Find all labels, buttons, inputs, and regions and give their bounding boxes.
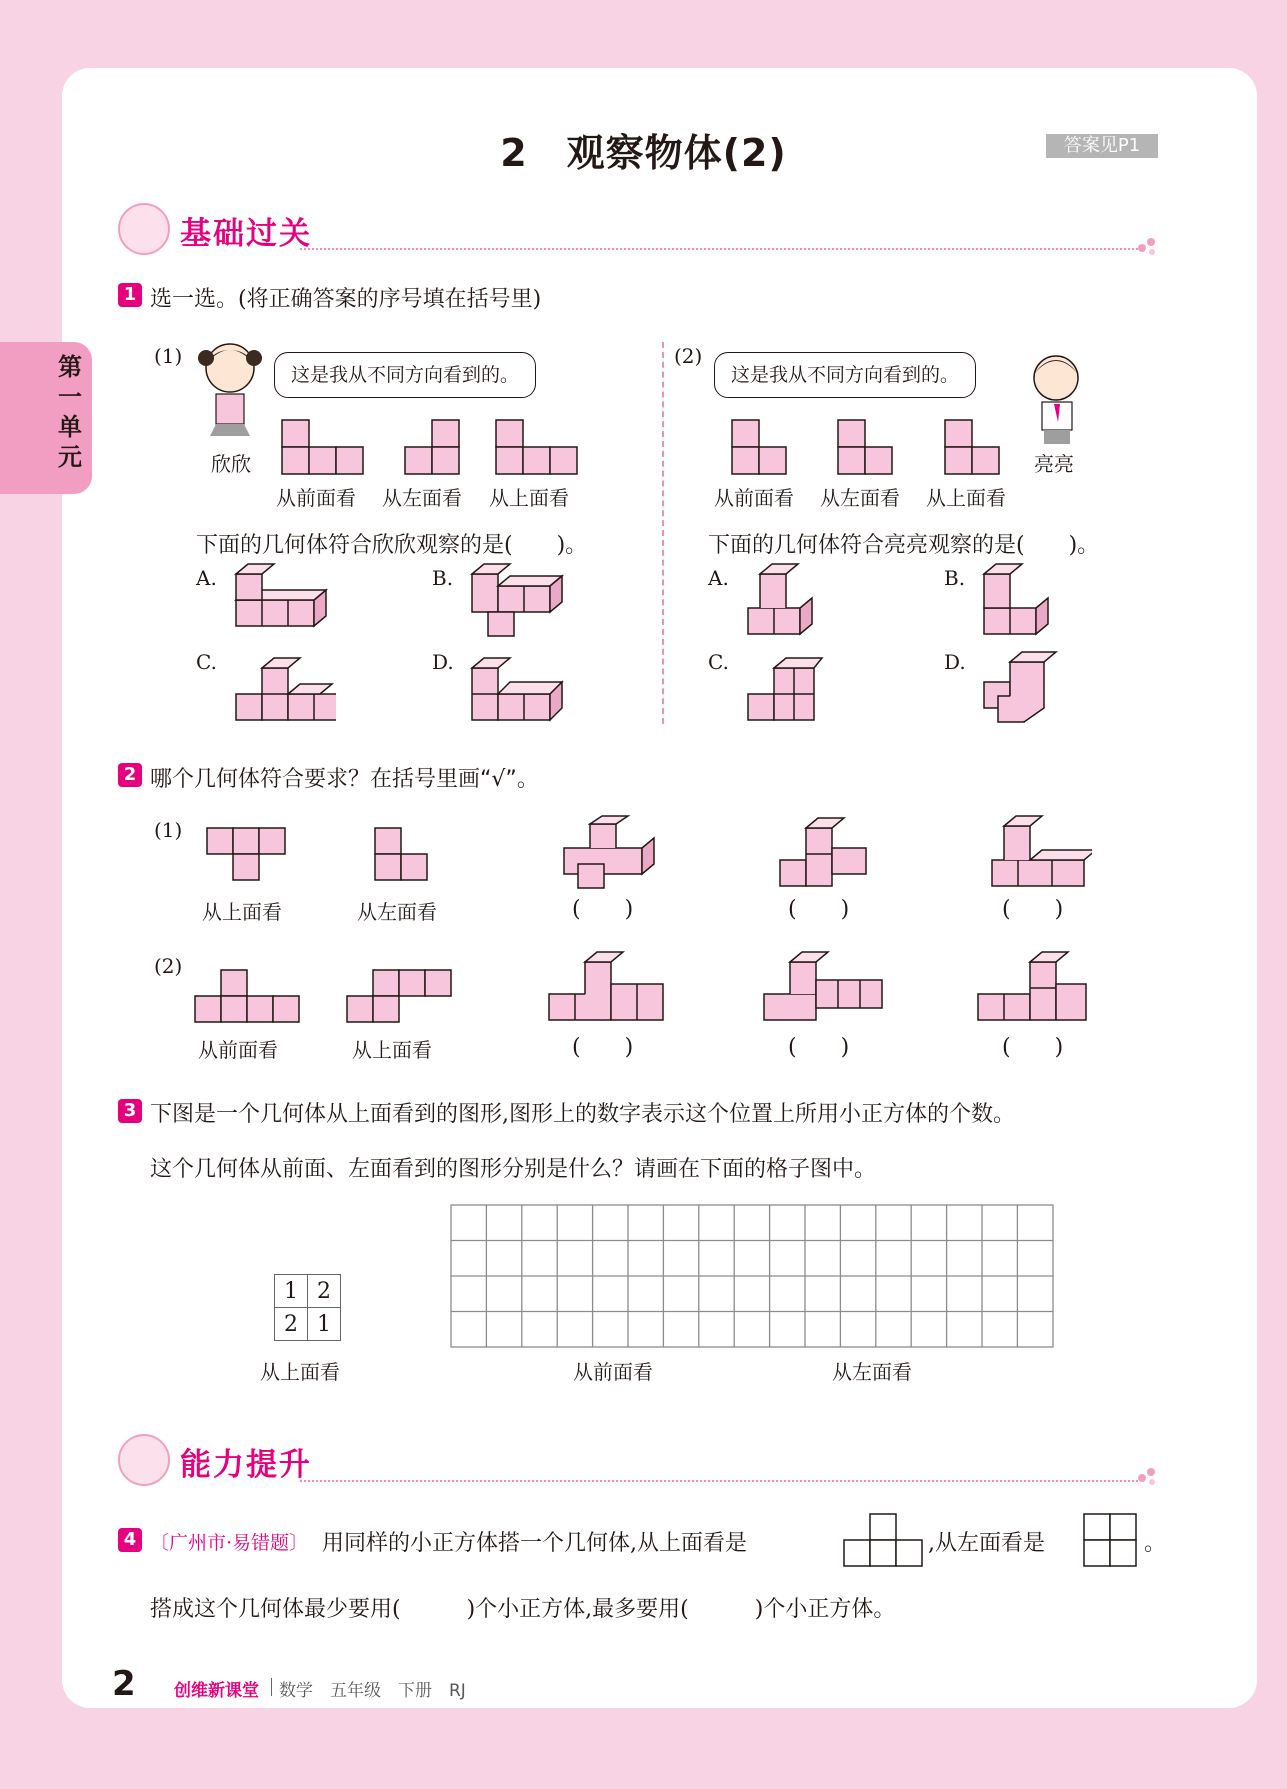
q4-line2: 搭成这个几何体最少要用( )个小正方体,最多要用( )个小正方体。 <box>150 1597 896 1622</box>
q1-part1-option-c-solid[interactable] <box>232 648 336 724</box>
dots-decoration-2-icon <box>1136 1466 1160 1486</box>
q4-text-b: ,从左面看是 <box>928 1531 1045 1556</box>
q2-part1-view-drawings <box>205 826 445 886</box>
q1-part2-speaker: 亮亮 <box>1034 452 1074 476</box>
q4-top-view-figure <box>842 1512 926 1568</box>
q1-part1-view-left: 从左面看 <box>382 486 462 510</box>
section-heading-basic: 基础过关 <box>180 216 312 252</box>
footer-info: 数学 五年级 下册 RJ <box>279 1681 466 1701</box>
q3-grid-cell: 1 <box>308 1308 341 1341</box>
section-divider-2 <box>300 1480 1138 1482</box>
q4-source-tag: 〔广州市·易错题〕 <box>150 1532 309 1554</box>
q3-front-caption: 从前面看 <box>573 1360 653 1384</box>
q1-part2-view-top: 从上面看 <box>926 486 1006 510</box>
q2-part1-solid-2[interactable] <box>776 814 880 890</box>
unit-side-tab-label: 第一单元 <box>58 353 82 471</box>
q1-part2-option-d[interactable]: D. <box>944 650 966 674</box>
page-title: 2 观察物体(2) <box>500 131 787 175</box>
q2-part1-view-left: 从左面看 <box>357 900 437 924</box>
q1-part1-option-b-solid[interactable] <box>468 562 568 638</box>
q1-part2-label: (2) <box>674 344 703 368</box>
q2-part2-answer-1[interactable]: ( ) <box>572 1035 634 1060</box>
q3-text-line2: 这个几何体从前面、左面看到的图形分别是什么？请画在下面的格子图中。 <box>150 1157 877 1182</box>
q2-part2-answer-3[interactable]: ( ) <box>1002 1035 1064 1060</box>
footer-separator <box>271 1678 272 1696</box>
q1-part2-option-c[interactable]: C. <box>708 650 729 674</box>
q2-part2-view-front: 从前面看 <box>198 1038 278 1062</box>
q1-instruction: 选一选。(将正确答案的序号填在括号里) <box>150 287 542 312</box>
q2-part1-solid-3[interactable] <box>988 814 1092 890</box>
q4-text-a: 用同样的小正方体搭一个几何体,从上面看是 <box>322 1531 747 1556</box>
q1-part2-view-drawings <box>730 418 1010 476</box>
footer-brand: 创维新课堂 <box>174 1681 259 1701</box>
q2-part1-solid-1[interactable] <box>560 814 664 890</box>
section-mascot-icon <box>118 203 170 255</box>
q2-instruction: 哪个几何体符合要求？在括号里画“√”。 <box>150 767 539 792</box>
section-divider <box>300 248 1138 250</box>
q4-badge: 4 <box>118 1528 142 1552</box>
q4-left-view-figure <box>1082 1512 1140 1568</box>
q2-part1-view-top: 从上面看 <box>202 900 282 924</box>
q1-part1-option-b[interactable]: B. <box>432 566 454 590</box>
q2-part1-answer-3[interactable]: ( ) <box>1002 897 1064 922</box>
q1-part1-view-top: 从上面看 <box>489 486 569 510</box>
q2-part2-view-drawings <box>193 968 473 1028</box>
q1-part1-option-a[interactable]: A. <box>196 566 217 590</box>
q3-left-caption: 从左面看 <box>832 1360 912 1384</box>
q3-grid-cell: 2 <box>308 1275 341 1308</box>
q1-part1-speaker: 欣欣 <box>211 452 251 476</box>
q1-part1-option-c[interactable]: C. <box>196 650 217 674</box>
section-heading-advanced: 能力提升 <box>180 1447 312 1483</box>
q1-badge: 1 <box>118 283 142 307</box>
q1-part1-view-drawings <box>280 418 600 476</box>
q3-text-line1: 下图是一个几何体从上面看到的图形,图形上的数字表示这个位置上所用小正方体的个数。 <box>150 1102 1015 1127</box>
q4-text-c: 。 <box>1144 1531 1167 1556</box>
q1-part1-label: (1) <box>154 344 183 368</box>
q1-part1-option-d-solid[interactable] <box>468 648 572 724</box>
boy-character-icon <box>1024 346 1090 446</box>
q2-part2-solid-3[interactable] <box>974 948 1104 1024</box>
q1-part1-option-a-solid[interactable] <box>232 562 332 634</box>
q2-part1-answer-1[interactable]: ( ) <box>572 897 634 922</box>
q3-top-view-grid <box>274 1274 341 1341</box>
q1-part2-view-front: 从前面看 <box>714 486 794 510</box>
q3-grid-cell: 2 <box>275 1308 308 1341</box>
q1-part2-option-a[interactable]: A. <box>708 566 729 590</box>
q1-part2-option-c-solid[interactable] <box>744 648 824 724</box>
q1-part2-option-b[interactable]: B. <box>944 566 966 590</box>
q2-part2-solid-1[interactable] <box>545 948 675 1024</box>
girl-character-icon <box>196 336 266 446</box>
q2-part2-view-top: 从上面看 <box>352 1038 432 1062</box>
q1-part2-option-b-solid[interactable] <box>980 562 1060 638</box>
q1-part2-option-d-solid[interactable] <box>980 648 1060 724</box>
q1-part1-view-front: 从前面看 <box>276 486 356 510</box>
q1-part2-option-a-solid[interactable] <box>744 562 824 638</box>
dots-decoration-icon <box>1136 236 1160 256</box>
q2-part2-answer-2[interactable]: ( ) <box>788 1035 850 1060</box>
q2-part1-label: (1) <box>154 818 183 842</box>
q1-part1-question: 下面的几何体符合欣欣观察的是( )。 <box>196 533 588 558</box>
q1-part2-view-left: 从左面看 <box>820 486 900 510</box>
q3-top-caption: 从上面看 <box>260 1360 340 1384</box>
q3-grid-cell: 1 <box>275 1275 308 1308</box>
q1-part1-option-d[interactable]: D. <box>432 650 454 674</box>
answer-reference[interactable]: 答案见P1 <box>1046 134 1158 158</box>
q1-part2-speech: 这是我从不同方向看到的。 <box>714 352 976 398</box>
q3-badge: 3 <box>118 1099 142 1123</box>
q1-divider <box>662 342 664 724</box>
q1-part2-question: 下面的几何体符合亮亮观察的是( )。 <box>708 533 1100 558</box>
q2-badge: 2 <box>118 763 142 787</box>
q2-part1-answer-2[interactable]: ( ) <box>788 897 850 922</box>
page-number: 2 <box>112 1664 136 1704</box>
q1-part1-speech: 这是我从不同方向看到的。 <box>274 352 536 398</box>
q3-drawing-grid[interactable] <box>450 1204 1056 1350</box>
section-mascot-2-icon <box>118 1434 170 1486</box>
q2-part2-solid-2[interactable] <box>760 948 890 1024</box>
q2-part2-label: (2) <box>154 954 183 978</box>
